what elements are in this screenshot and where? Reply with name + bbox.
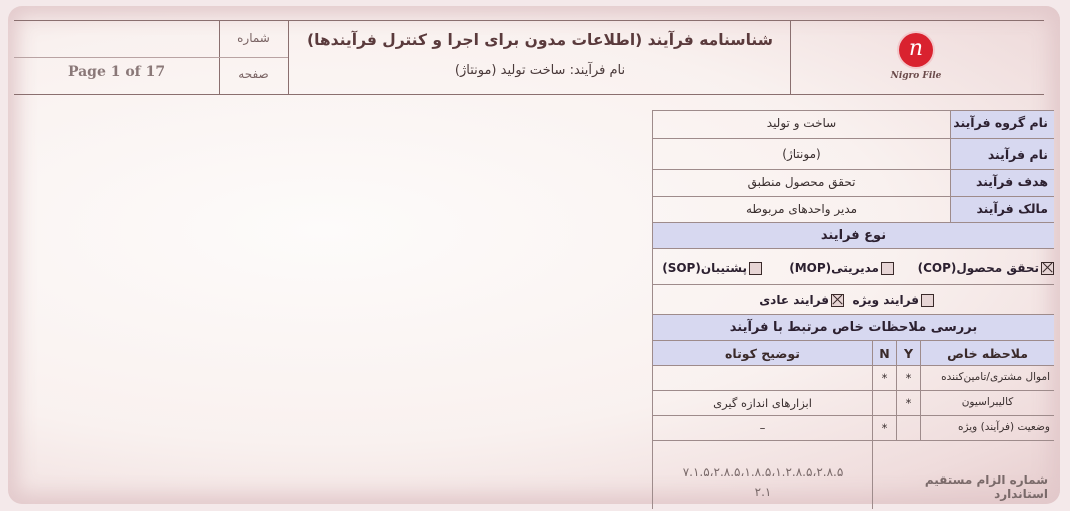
page-number: Page 1 of 17 — [67, 64, 166, 80]
process-id-form — [652, 110, 1054, 509]
col-y-header: Y — [896, 341, 920, 365]
cop-option[interactable] — [918, 261, 1054, 275]
standard-line-2: ۲.۱ — [754, 485, 772, 499]
row-desc: ابزارهای اندازه گیری — [652, 391, 872, 415]
special-checkbox[interactable] — [921, 294, 934, 307]
row-note: کالیبراسیون — [920, 391, 1054, 415]
cop-label: تحقق محصول(COP) — [917, 261, 1039, 275]
row-n: * — [872, 366, 896, 390]
cop-checkbox[interactable] — [1041, 262, 1054, 275]
row-note: اموال مشتری/تامین‌کننده — [920, 366, 1054, 390]
group-value: ساخت و تولید — [652, 111, 950, 138]
row-n: * — [872, 416, 896, 440]
normal-option[interactable] — [759, 293, 844, 307]
normal-label: فرایند عادی — [759, 293, 829, 307]
group-row — [652, 111, 1054, 139]
owner-row — [652, 197, 1054, 223]
col-n-header: N — [872, 341, 896, 365]
logo-text: Nigro File — [890, 71, 942, 81]
group-label: نام گروه فرآیند — [950, 111, 1054, 138]
sop-option[interactable] — [662, 261, 762, 275]
process-subtitle: نام فرآیند: ساخت تولید (مونتاژ) — [454, 63, 626, 78]
standard-values — [652, 441, 872, 509]
row-y — [896, 416, 920, 440]
sop-checkbox[interactable] — [749, 262, 762, 275]
row-note: وضعیت (فرآیند) ویژه — [920, 416, 1054, 440]
sop-label: پشتیبان(SOP) — [662, 261, 747, 275]
process-type-row1 — [652, 249, 1054, 285]
name-label: نام فرآیند — [950, 139, 1054, 169]
table-row — [652, 391, 1054, 416]
goal-label: هدف فرآیند — [950, 170, 1054, 196]
mop-label: مدیریتی(MOP) — [789, 261, 879, 275]
name-value: (مونتاژ) — [652, 139, 950, 169]
col-note-header: ملاحظه خاص — [920, 341, 1054, 365]
row-desc — [652, 366, 872, 390]
notes-columns — [652, 341, 1054, 366]
table-row — [652, 366, 1054, 391]
mop-checkbox[interactable] — [881, 262, 894, 275]
col-desc-header: توضیح کوتاه — [652, 341, 872, 365]
document-header — [14, 20, 1044, 95]
table-row — [652, 416, 1054, 441]
goal-row — [652, 170, 1054, 197]
owner-label: مالک فرآیند — [950, 197, 1054, 222]
process-type-header: نوع فرایند — [652, 223, 1054, 249]
standard-line-1: ۷.۱.۵،۲.۸.۵،۱.۸.۵،۱.۲.۸.۵،۲.۸.۵ — [682, 465, 844, 479]
owner-value: مدیر واحدهای مربوطه — [652, 197, 950, 222]
row-y: * — [896, 366, 920, 390]
page-label: صفحه — [238, 67, 269, 81]
mop-option[interactable] — [789, 261, 894, 275]
row-desc: – — [652, 416, 872, 440]
name-row — [652, 139, 1054, 170]
row-y: * — [896, 391, 920, 415]
row-n — [872, 391, 896, 415]
standard-row — [652, 441, 1054, 509]
special-option[interactable] — [853, 293, 934, 307]
special-label: فرایند ویژه — [852, 293, 919, 307]
process-type-row2 — [652, 285, 1054, 315]
logo-icon: n — [899, 33, 933, 67]
normal-checkbox[interactable] — [831, 294, 844, 307]
notes-header: بررسی ملاحظات خاص مرتبط با فرآیند — [652, 315, 1054, 341]
number-label: شماره — [237, 31, 270, 45]
document-title: شناسنامه فرآیند (اطلاعات مدون برای اجرا و کنترل فرآیندها) — [307, 31, 773, 49]
standard-label: شماره الزام مستقیم استاندارد — [872, 441, 1054, 509]
goal-value: تحقق محصول منطبق — [652, 170, 950, 196]
